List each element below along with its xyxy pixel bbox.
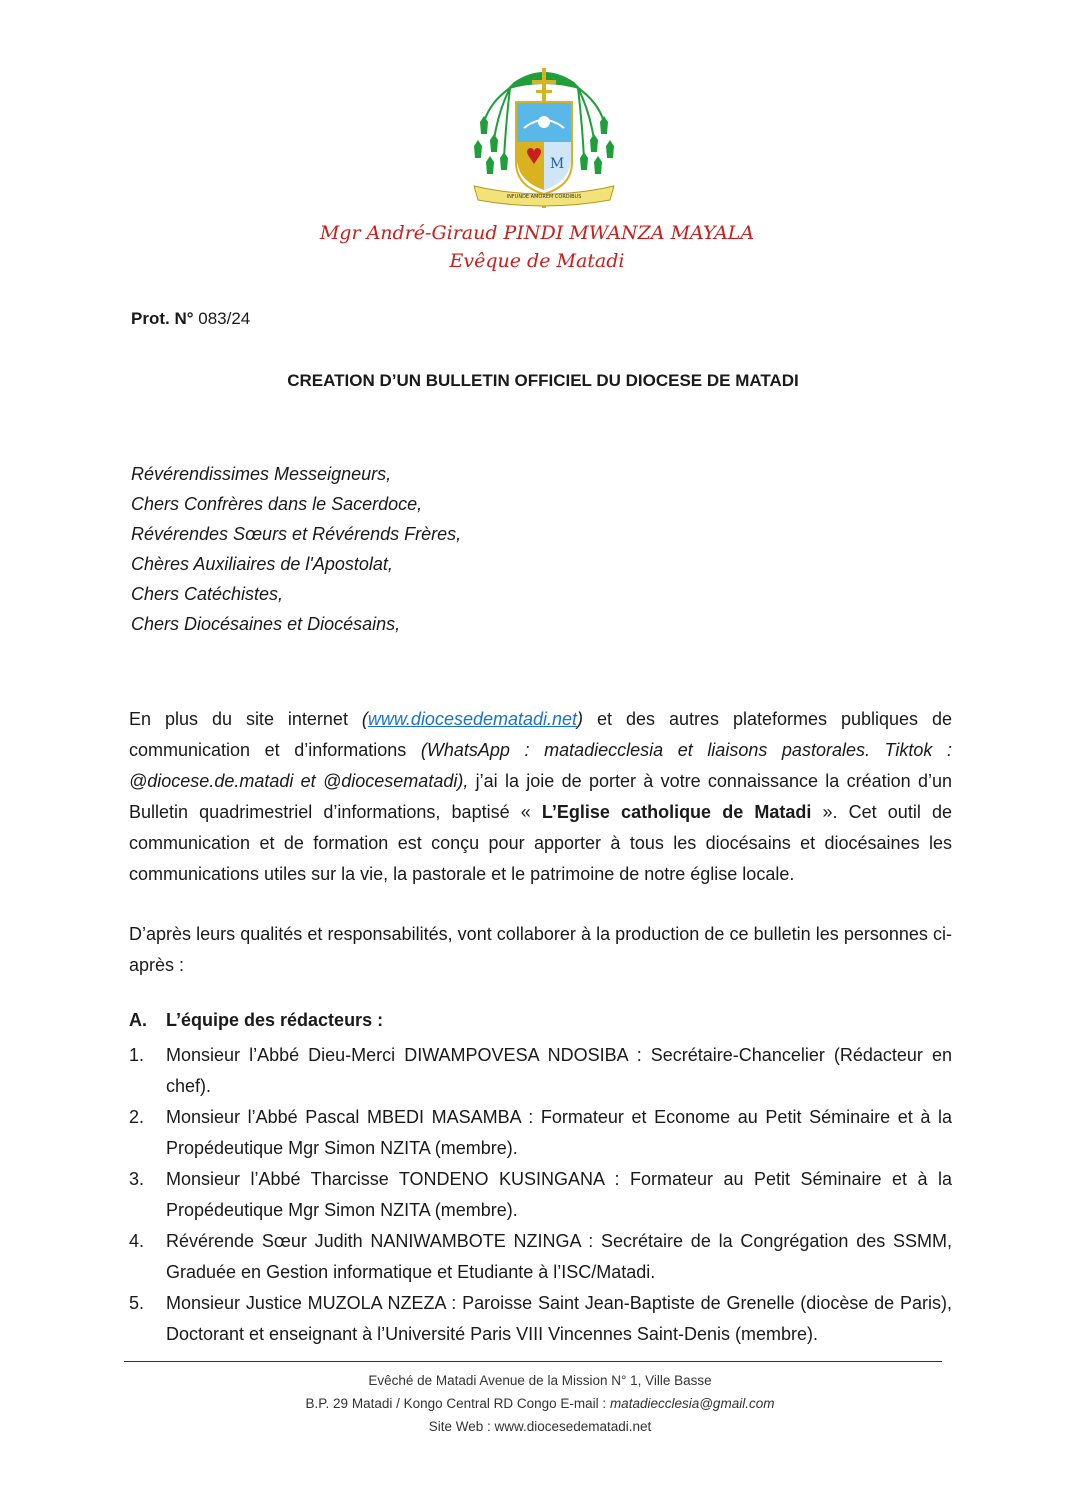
- section-title: L’équipe des rédacteurs :: [166, 1010, 384, 1030]
- item-number: 2.: [129, 1107, 145, 1127]
- item-text: Monsieur l’Abbé Dieu-Merci DIWAMPOVESA NDOSIBA : Secrétaire-Chancelier (Rédacteur en chef).: [166, 1045, 952, 1096]
- protocol-label: Prot. N°: [131, 309, 194, 328]
- item-text: Révérende Sœur Judith NANIWAMBOTE NZINGA : Secrétaire de la Congrégation des SSMM, Graduée en Gestion informatique et Etudiante à l’ISC/Matadi.: [166, 1231, 952, 1282]
- greeting-line: Chères Auxiliaires de l'Apostolat,: [131, 554, 393, 574]
- item-number: 4.: [129, 1231, 145, 1251]
- list-item: [129, 1102, 952, 1164]
- text-run: et des autres plateformes publiques de communication et d’informations: [129, 709, 952, 760]
- item-text: Monsieur Justice MUZOLA NZEZA : Paroisse Saint Jean-Baptiste de Grenelle (diocèse de Paris), Doctorant et enseignant à l’Université Paris VIII Vincennes Saint-Denis (membre).: [166, 1293, 952, 1344]
- bishop-title: Evêque de Matadi: [449, 250, 625, 272]
- item-number: 3.: [129, 1169, 145, 1189]
- footer-postal: B.P. 29 Matadi / Kongo Central RD Congo E-mail :: [305, 1396, 610, 1411]
- footer-address: Evêché de Matadi Avenue de la Mission N° 1, Ville Basse: [368, 1373, 712, 1388]
- greeting-line: Chers Catéchistes,: [131, 584, 284, 604]
- website-link[interactable]: www.diocesedematadi.net: [367, 709, 578, 729]
- footer-email[interactable]: matadiecclesia@gmail.com: [609, 1396, 775, 1411]
- section-a-heading: [129, 1010, 383, 1031]
- item-text: Monsieur l’Abbé Pascal MBEDI MASAMBA : Formateur et Econome au Petit Séminaire et à la Propédeutique Mgr Simon NZITA (membre).: [166, 1107, 952, 1158]
- crest-motto: INFUNDE AMOREM CORDIBUS: [506, 194, 582, 200]
- item-number: 5.: [129, 1293, 145, 1313]
- list-item: [129, 1040, 952, 1102]
- greeting-line: Révérendissimes Messeigneurs,: [131, 464, 392, 484]
- footer-website[interactable]: Site Web : www.diocesedematadi.net: [428, 1419, 652, 1434]
- text-run: ): [577, 709, 584, 729]
- section-letter: A.: [129, 1010, 147, 1030]
- bishop-name: Mgr André-Giraud PINDI MWANZA MAYALA: [319, 222, 755, 244]
- platforms-text: (WhatsApp : matadiecclesia et liaisons pastorales. Tiktok : @diocese.de.matadi et @diocesematadi),: [129, 740, 952, 791]
- svg-text:M: M: [549, 156, 565, 172]
- paragraph-collaborators: D’après leurs qualités et responsabilités, vont collaborer à la production de ce bulletin les personnes ci-après :: [129, 924, 952, 975]
- greeting-line: Chers Confrères dans le Sacerdoce,: [131, 494, 423, 514]
- bulletin-name: L’Eglise catholique de Matadi: [541, 802, 812, 822]
- text-run: ». Cet outil de communication et de formation est conçu pour apporter à tous les diocésains et diocésaines les communications utiles sur la vie, la pastorale et le patrimoine de notre église locale.: [129, 802, 952, 884]
- footer-divider: [124, 1361, 942, 1362]
- greetings-block: [131, 459, 461, 639]
- editors-list: [129, 1040, 952, 1350]
- paragraph-introduction: [129, 704, 952, 890]
- greeting-line: Révérendes Sœurs et Révérends Frères,: [131, 524, 462, 544]
- text-run: j’ai la joie de porter à votre connaissance la création d’un Bulletin quadrimestriel d’informations, baptisé «: [129, 771, 952, 822]
- text-run: En plus du site internet: [129, 709, 362, 729]
- protocol-value: 083/24: [198, 309, 251, 328]
- footer-contact: [0, 1396, 1080, 1411]
- coat-of-arms-logo: [470, 62, 618, 218]
- list-item: [129, 1226, 952, 1288]
- item-text: Monsieur l’Abbé Tharcisse TONDENO KUSINGANA : Formateur au Petit Séminaire et à la Propédeutique Mgr Simon NZITA (membre).: [166, 1169, 952, 1220]
- document-title: CREATION D’UN BULLETIN OFFICIEL DU DIOCESE DE MATADI: [287, 371, 799, 390]
- text-run: (: [361, 709, 368, 729]
- greeting-line: Chers Diocésaines et Diocésains,: [131, 614, 401, 634]
- list-item: [129, 1288, 952, 1350]
- protocol-number: [131, 309, 250, 329]
- list-item: [129, 1164, 952, 1226]
- item-number: 1.: [129, 1045, 145, 1065]
